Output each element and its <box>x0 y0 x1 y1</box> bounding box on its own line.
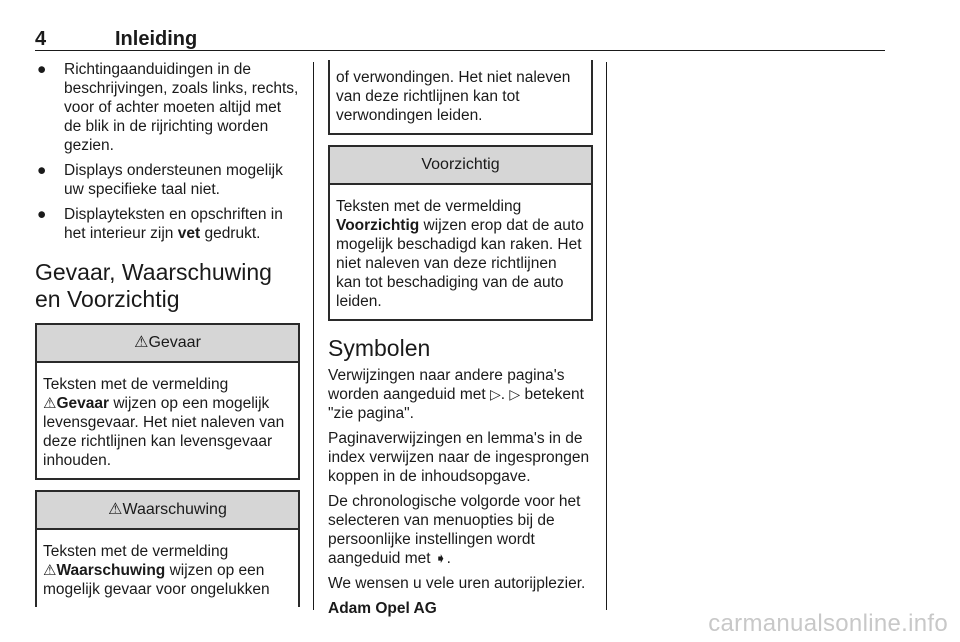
symbols-paragraph-index: Paginaverwijzingen en lemma's in de index verwijzen naar de ingesprongen koppen in de inhoudsopgave. <box>328 430 590 485</box>
bullet-bold-word: vet <box>177 225 201 242</box>
bullet-icon: ● <box>37 61 47 78</box>
list-item <box>35 161 300 199</box>
column-left <box>35 60 300 617</box>
paragraph-text: betekent "zie pagina". <box>328 386 584 422</box>
column-right <box>328 60 593 624</box>
warning-triangle-icon: ⚠ <box>43 395 57 412</box>
bullet-icon: ● <box>37 206 47 223</box>
paragraph-text: De chronologische volgorde voor het selecteren van menuopties bij de persoonlijke instellingen wordt aangeduid met <box>328 493 581 567</box>
caution-box <box>328 145 593 321</box>
list-item <box>35 205 300 243</box>
warning-triangle-icon: ⚠ <box>108 501 123 518</box>
warning-keyword: Waarschuwing <box>56 562 166 579</box>
paragraph-text: . <box>446 550 451 567</box>
watermark: carmanualsonline.info <box>708 610 948 637</box>
danger-keyword: Gevaar <box>56 395 110 412</box>
page-reference-icon: ▷ <box>490 386 501 402</box>
warning-box-body <box>37 530 298 607</box>
caution-box-body <box>330 185 591 319</box>
warning-triangle-icon: ⚠ <box>43 562 57 579</box>
bullet-text: Richtingaanduidingen in de beschrijvingen, zoals links, rechts, voor of achter moeten altijd met de blik in de rijrichting worden gezien. <box>64 61 299 154</box>
list-item <box>35 60 300 155</box>
section-heading: Gevaar, Waarschuwing en Voorzichtig <box>35 259 272 312</box>
bullet-text-end: gedrukt. <box>200 225 261 242</box>
bullet-text: Displays ondersteunen mogelijk uw specifieke taal niet. <box>64 162 283 198</box>
signature: Adam Opel AG <box>328 600 437 617</box>
caution-keyword: Voorzichtig <box>336 217 420 234</box>
page-reference-icon: ▷ <box>509 386 521 402</box>
caution-text-rest: wijzen erop dat de auto mogelijk beschadigd kan raken. Het niet naleven van deze richtlijnen kan tot beschadiging van de auto leiden. <box>336 217 584 310</box>
page-number: 4 <box>35 28 47 50</box>
warning-text-intro: Teksten met de vermelding <box>43 543 229 560</box>
chapter-title: Inleiding <box>115 28 198 50</box>
danger-box <box>35 323 300 480</box>
warning-box-header <box>37 492 298 530</box>
paragraph-text: Verwijzingen naar andere pagina's worden aangeduid met <box>328 367 565 403</box>
danger-text-intro: Teksten met de vermelding <box>43 376 229 393</box>
caution-text-intro: Teksten met de vermelding <box>336 198 522 215</box>
page-header <box>35 28 885 51</box>
danger-box-header <box>37 325 298 363</box>
warning-text-rest: wijzen op een mogelijk gevaar voor ongelukken <box>43 562 270 598</box>
warning-box <box>35 490 300 607</box>
bullet-icon: ● <box>37 162 47 179</box>
symbols-paragraph-wishes: We wensen u vele uren autorijplezier. <box>328 575 586 592</box>
menu-sequence-icon: ➧ <box>434 550 447 566</box>
danger-box-title: Gevaar <box>148 334 201 351</box>
warning-box-continued <box>328 60 593 135</box>
warning-box-continued-body: of verwondingen. Het niet naleven van deze richtlijnen kan tot verwondingen leiden. <box>336 69 571 124</box>
paragraph-text: . <box>500 386 510 403</box>
bullet-text: Displayteksten en opschriften in het interieur zijn <box>64 206 283 242</box>
symbols-heading: Symbolen <box>328 335 431 361</box>
symbols-paragraph-references <box>328 366 593 423</box>
warning-triangle-icon: ⚠ <box>134 334 149 351</box>
warning-box-title: Waarschuwing <box>122 501 227 518</box>
caution-box-header: Voorzichtig <box>330 147 591 185</box>
bullet-list <box>35 60 300 243</box>
column-divider <box>313 62 314 610</box>
danger-text-rest: wijzen op een mogelijk levensgevaar. Het niet naleven van deze richtlijnen kan levensgevaar inhouden. <box>43 395 285 469</box>
danger-box-body <box>37 363 298 478</box>
symbols-paragraph-menu <box>328 492 593 568</box>
column-divider <box>606 62 607 610</box>
